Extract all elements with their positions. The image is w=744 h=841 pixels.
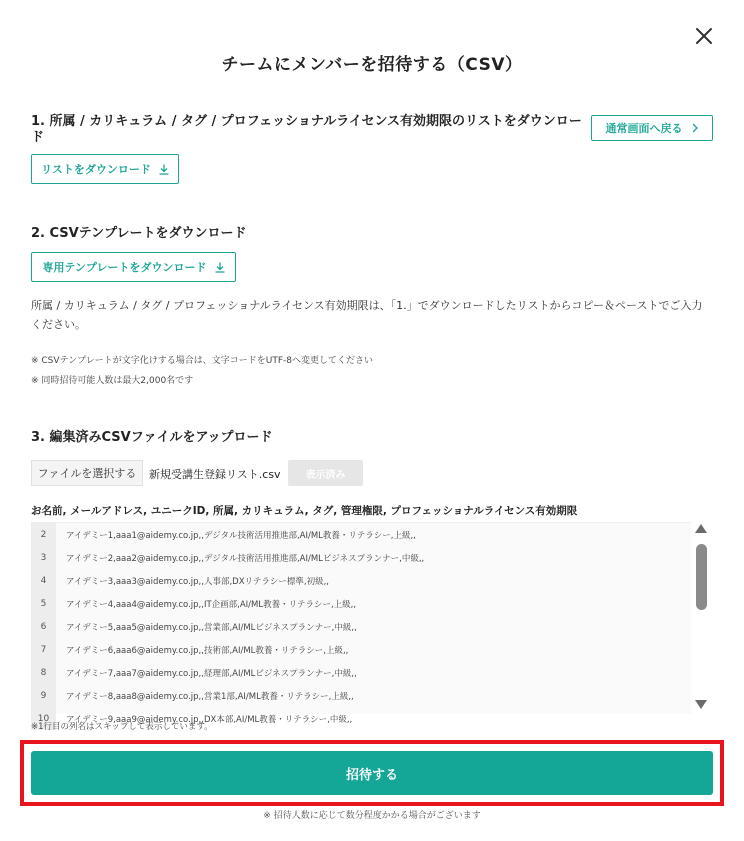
csv-row: [31, 684, 691, 707]
csv-row: [31, 523, 691, 546]
section1-title: 1. 所属 / カリキュラム / タグ / プロフェッショナルライセンス有効期限のリストをダウンロード: [31, 114, 582, 145]
csv-row-text: アイデミー8,aaa8@aidemy.co.jp,,営業1部,AI/ML教養・リテラシー,上級,,: [66, 691, 354, 702]
csv-row-text: アイデミー1,aaa1@aidemy.co.jp,,デジタル技術活用推進部,AI/ML教養・リテラシー,上級,,: [66, 530, 416, 541]
csv-row-text: アイデミー9,aaa9@aidemy.co.jp,,DX本部,AI/ML教養・リテラシー,中級,,: [66, 714, 353, 725]
back-to-normal-button[interactable]: [591, 115, 713, 141]
csv-row-number: 7: [31, 638, 56, 661]
csv-row: [31, 661, 691, 684]
csv-row-number: 3: [31, 546, 56, 569]
close-icon: [692, 24, 716, 48]
modal-title: チームにメンバーを招待する（CSV）: [221, 55, 523, 75]
csv-row-number: 5: [31, 592, 56, 615]
csv-row-text: アイデミー7,aaa7@aidemy.co.jp,,経理部,AI/MLビジネスプランナー,中級,,: [66, 668, 357, 679]
scroll-thumb[interactable]: [696, 544, 707, 610]
csv-preview[interactable]: [31, 522, 691, 725]
max-invite-note: ※ 同時招待可能人数は最大2,000名です: [31, 376, 194, 386]
download-icon: [215, 262, 225, 273]
scroll-down-arrow-icon[interactable]: [695, 700, 707, 709]
shown-button: 表示済み: [288, 460, 363, 486]
csv-row-text: アイデミー6,aaa6@aidemy.co.jp,,技術部,AI/ML教養・リテラシー,上級,,: [66, 645, 349, 656]
download-icon: [159, 164, 169, 175]
template-description: 所属 / カリキュラム / タグ / プロフェッショナルライセンス有効期限は、「1.」でダウンロードしたリストからコピー＆ペーストでご入力ください。: [31, 299, 703, 331]
csv-row-text: アイデミー5,aaa5@aidemy.co.jp,,営業部,AI/MLビジネスプランナー,中級,,: [66, 622, 357, 633]
csv-row: [31, 638, 691, 661]
chevron-right-icon: [691, 123, 699, 133]
skip-header-note: ※1行目の列名はスキップして表示しています。: [31, 722, 213, 732]
csv-row-number: 9: [31, 684, 56, 707]
csv-row-number: 10: [31, 707, 56, 730]
back-button-label: 通常画面へ戻る: [605, 122, 683, 135]
csv-row-number: 4: [31, 569, 56, 592]
invite-time-note: ※ 招待人数に応じて数分程度かかる場合がございます: [263, 811, 481, 821]
download-template-label: 専用テンプレートをダウンロード: [42, 261, 207, 274]
csv-row-number: 2: [31, 523, 56, 546]
csv-row: [31, 569, 691, 592]
csv-row-number: 8: [31, 661, 56, 684]
selected-file-name: 新規受講生登録リスト.csv: [149, 468, 281, 481]
section2-title: 2. CSVテンプレートをダウンロード: [31, 226, 247, 241]
download-template-button[interactable]: [31, 252, 236, 282]
section3-title: 3. 編集済みCSVファイルをアップロード: [31, 430, 273, 445]
csv-row-text: アイデミー2,aaa2@aidemy.co.jp,,デジタル技術活用推進部,AI/MLビジネスプランナー,中級,,: [66, 553, 425, 564]
csv-columns-label: お名前, メールアドレス, ユニークID, 所属, カリキュラム, タグ, 管理権限, プロフェッショナルライセンス有効期限: [31, 505, 578, 517]
invite-button[interactable]: 招待する: [31, 751, 713, 795]
csv-row: [31, 615, 691, 638]
encoding-note: ※ CSVテンプレートが文字化けする場合は、文字コードをUTF-8へ変更してください: [31, 356, 373, 366]
csv-row: [31, 546, 691, 569]
csv-row-number: 6: [31, 615, 56, 638]
choose-file-button[interactable]: ファイルを選択する: [31, 460, 143, 486]
csv-scrollbar[interactable]: [693, 522, 710, 714]
csv-row-text: アイデミー3,aaa3@aidemy.co.jp,,人事部,DXリテラシー標準,初級,,: [66, 576, 329, 587]
scroll-up-arrow-icon[interactable]: [695, 524, 707, 533]
close-button[interactable]: [692, 24, 716, 48]
csv-row: [31, 592, 691, 615]
download-list-button[interactable]: [31, 154, 179, 184]
download-list-label: リストをダウンロード: [41, 163, 151, 176]
csv-row-text: アイデミー4,aaa4@aidemy.co.jp,,IT企画部,AI/ML教養・リテラシー,上級,,: [66, 599, 357, 610]
